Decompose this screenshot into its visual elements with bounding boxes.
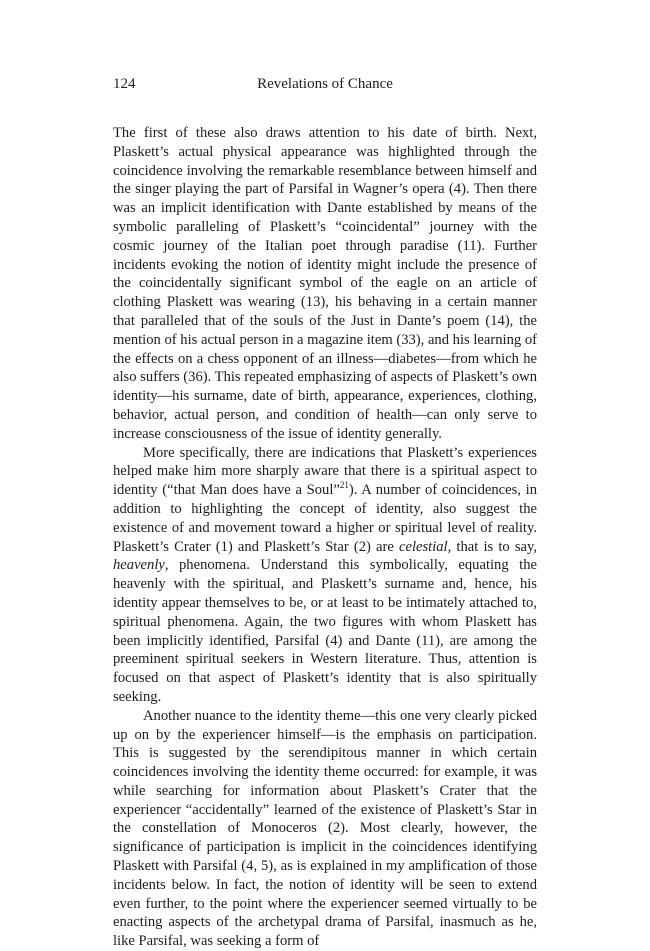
paragraph-2-text-end: , phenomena. Understand this symbolically, equating the heavenly with the spiritual, and Plaskett’s surname and, hence, his identity appear themselves to be, or at least to be intimately attached to, spiritual phenomena. Again, the two figures with whom Plaskett has been implicitly identified, Parsifal (4) and Dante (11), are among the preeminent spiritual seekers in Western literature. Thus, attention is focused on that aspect of Plaskett’s identity that is also spiritually seeking.	[113, 557, 537, 705]
body-text	[113, 124, 537, 951]
paragraph-2-text-between: , that is to say,	[447, 538, 537, 555]
paragraph-3: Another nuance to the identity theme—this one very clearly picked up on by the experiencer himself—is the emphasis on participation. This is suggested by the serendipitous manner in which certain coincidences involving the identity theme occurred: for example, it was while searching for information about Plaskett’s Crater that the experiencer “accidentally” learned of the existence of Plaskett’s Star in the constellation of Monoceros (2). Most clearly, however, the significance of participation is implicit in the coincidences identifying Plaskett with Parsifal (4, 5), as is explained in my amplification of those incidents below. In fact, the notion of identity will be seen to extend even further, to the point where the experiencer seemed virtually to be enacting aspects of the archetypal drama of Parsifal, inasmuch as he, like Parsifal, was seeking a form of	[113, 707, 537, 950]
page-header	[113, 76, 537, 96]
footnote-marker: 21	[339, 480, 349, 491]
page-number: 124	[113, 76, 136, 92]
paragraph-2	[113, 444, 537, 707]
running-head: Revelations of Chance	[257, 76, 393, 92]
paragraph-1: The first of these also draws attention to his date of birth. Next, Plaskett’s actual physical appearance was highlighted through the coincidence involving the remarkable resemblance between himself and the singer playing the part of Parsifal in Wagner’s opera (4). Then there was an implicit identification with Dante established by means of the symbolic paralleling of Plaskett’s “coincidental” journey with the cosmic journey of the Italian poet through paradise (11). Further incidents evoking the notion of identity might include the presence of the coincidentally significant symbol of the eagle on an article of clothing Plaskett was wearing (13), his behaving in a certain manner that paralleled that of the souls of the Just in Dante’s poem (14), the mention of his actual person in a magazine item (33), and his learning of the effects on a chess opponent of an illness—diabetes—from which he also suffers (36). This repeated emphasizing of aspects of Plaskett’s own identity—his surname, date of birth, appearance, experiences, clothing, behavior, actual person, and condition of health—can only serve to increase consciousness of the issue of identity generally.	[113, 125, 537, 442]
paragraph-2-text-start: More specifically, there are indications that Plaskett’s experiences helped make him more sharply aware that there is a spiritual aspect to identity (“that Man does have a Soul”	[113, 444, 537, 499]
emphasis-celestial: celestial	[398, 538, 448, 555]
paragraph-2-text-mid: ). A number of coincidences, in addition to highlighting the concept of identity, also suggest the existence of and movement toward a higher or spiritual level of reality. Plaskett’s Crater (1) and Plaskett’s Star (2) are	[113, 482, 538, 555]
emphasis-heavenly: heavenly	[113, 557, 165, 574]
